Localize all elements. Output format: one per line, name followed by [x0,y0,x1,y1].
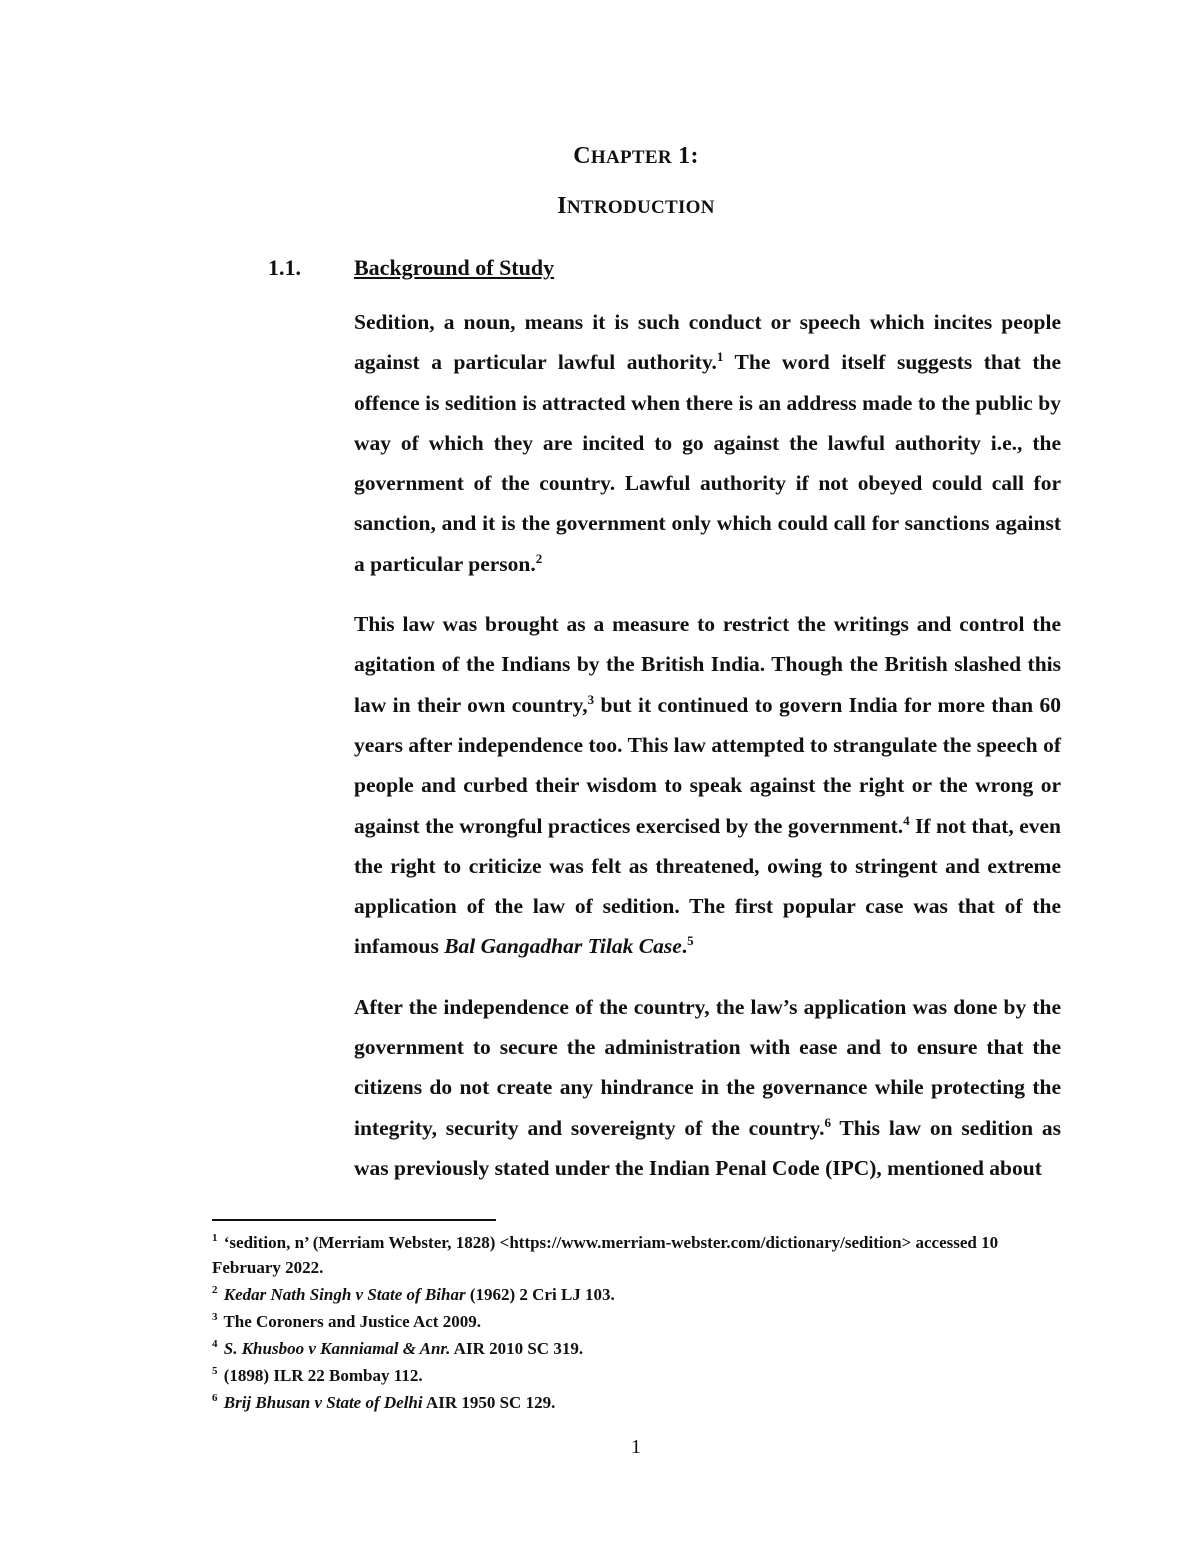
footnote-case-name: S. Khusboo v Kanniamal & Anr. [223,1339,451,1358]
body-text [354,302,1061,1208]
footnote-text: (1962) 2 Cri LJ 103. [465,1285,615,1304]
paragraph-text: Sedition, a noun, means it is such conduct or speech which incites people against a particular lawful authority. [354,310,1061,375]
paragraph-text: This law on sedition as was previously stated under the Indian Penal Code (IPC), mentioned about [354,1115,1061,1180]
paragraph-text: The word itself suggests that the offence is sedition is attracted when there is an address made to the public by way of which they are incited to go against the lawful authority i.e., the government of the country. Lawful authority if not obeyed could call for sanction, and it is the government only which could call for sanctions against a particular person. [354,350,1061,576]
page-number: 1 [631,1436,641,1458]
footnote-text: The Coroners and Justice Act 2009. [219,1312,481,1331]
chapter-subtitle-rest: NTRODUCTION [566,197,715,218]
chapter-title [0,143,1200,170]
footnote-text: AIR 2010 SC 319. [450,1339,584,1358]
paragraph-text: but it continued to govern India for more than 60 years after independence too. This law attempted to strangulate the speech of people and curbed their wisdom to speak against the right or the wrong or against the wrongful practices exercised by the government. [354,692,1061,838]
chapter-subtitle [0,193,1200,220]
footnote-ref-5[interactable]: 5 [687,933,694,949]
footnote-6 [212,1390,1062,1415]
footnote-divider [212,1219,496,1221]
paragraph-2 [354,604,1061,967]
footnote-ref-1[interactable]: 1 [716,349,724,365]
section-title: Background of Study [354,255,555,280]
footnote-2 [212,1282,1062,1307]
footnote-text: (1898) ILR 22 Bombay 112. [219,1366,423,1385]
chapter-number: 1: [678,143,699,169]
footnote-number: 2 [212,1284,218,1297]
paragraph-1 [354,302,1061,584]
footnote-number: 6 [212,1392,218,1405]
chapter-title-initial: C [573,143,591,169]
paragraph-text: . [681,934,688,959]
footnote-case-name: Kedar Nath Singh v State of Bihar [223,1285,466,1304]
footnote-text: AIR 1950 SC 129. [422,1393,556,1412]
footnote-1 [212,1230,1062,1280]
section-number: 1.1. [268,255,301,280]
footnote-3 [212,1309,1062,1334]
footnote-ref-3[interactable]: 3 [587,691,595,707]
paragraph-text: If not that, even the right to criticize was felt as threatened, owing to stringent and extreme application of the law of sedition. The first popular case was that of the infamous [354,813,1061,959]
footnote-ref-6[interactable]: 6 [824,1114,831,1130]
footnote-number: 4 [212,1338,218,1351]
chapter-title-rest: HAPTER [590,147,672,168]
paragraph-text: After the independence of the country, the law’s application was done by the government to secure the administration with ease and to ensure that the citizens do not create any hindrance in the governance while protecting the integrity, security and sovereignty of the country. [354,994,1061,1140]
paragraph-3 [354,987,1061,1188]
footnote-number: 3 [212,1311,218,1324]
footnotes [212,1230,1062,1417]
footnote-number: 1 [212,1232,218,1245]
footnote-text: ‘sedition, n’ (Merriam Webster, 1828) <https://www.merriam-webster.com/dictionary/sedition> accessed 10 February 2022. [212,1233,999,1277]
footnote-5 [212,1363,1062,1388]
paragraph-text: This law was brought as a measure to restrict the writings and control the agitation of the Indians by the British India. Though the British slashed this law in their own country, [354,612,1061,717]
footnote-number: 5 [212,1365,218,1378]
footnote-4 [212,1336,1062,1361]
case-name: Bal Gangadhar Tilak Case [444,934,682,959]
chapter-subtitle-initial: I [557,193,567,219]
footnote-ref-4[interactable]: 4 [903,812,910,828]
footnote-case-name: Brij Bhusan v State of Delhi [223,1393,423,1412]
footnote-ref-2[interactable]: 2 [535,550,543,566]
